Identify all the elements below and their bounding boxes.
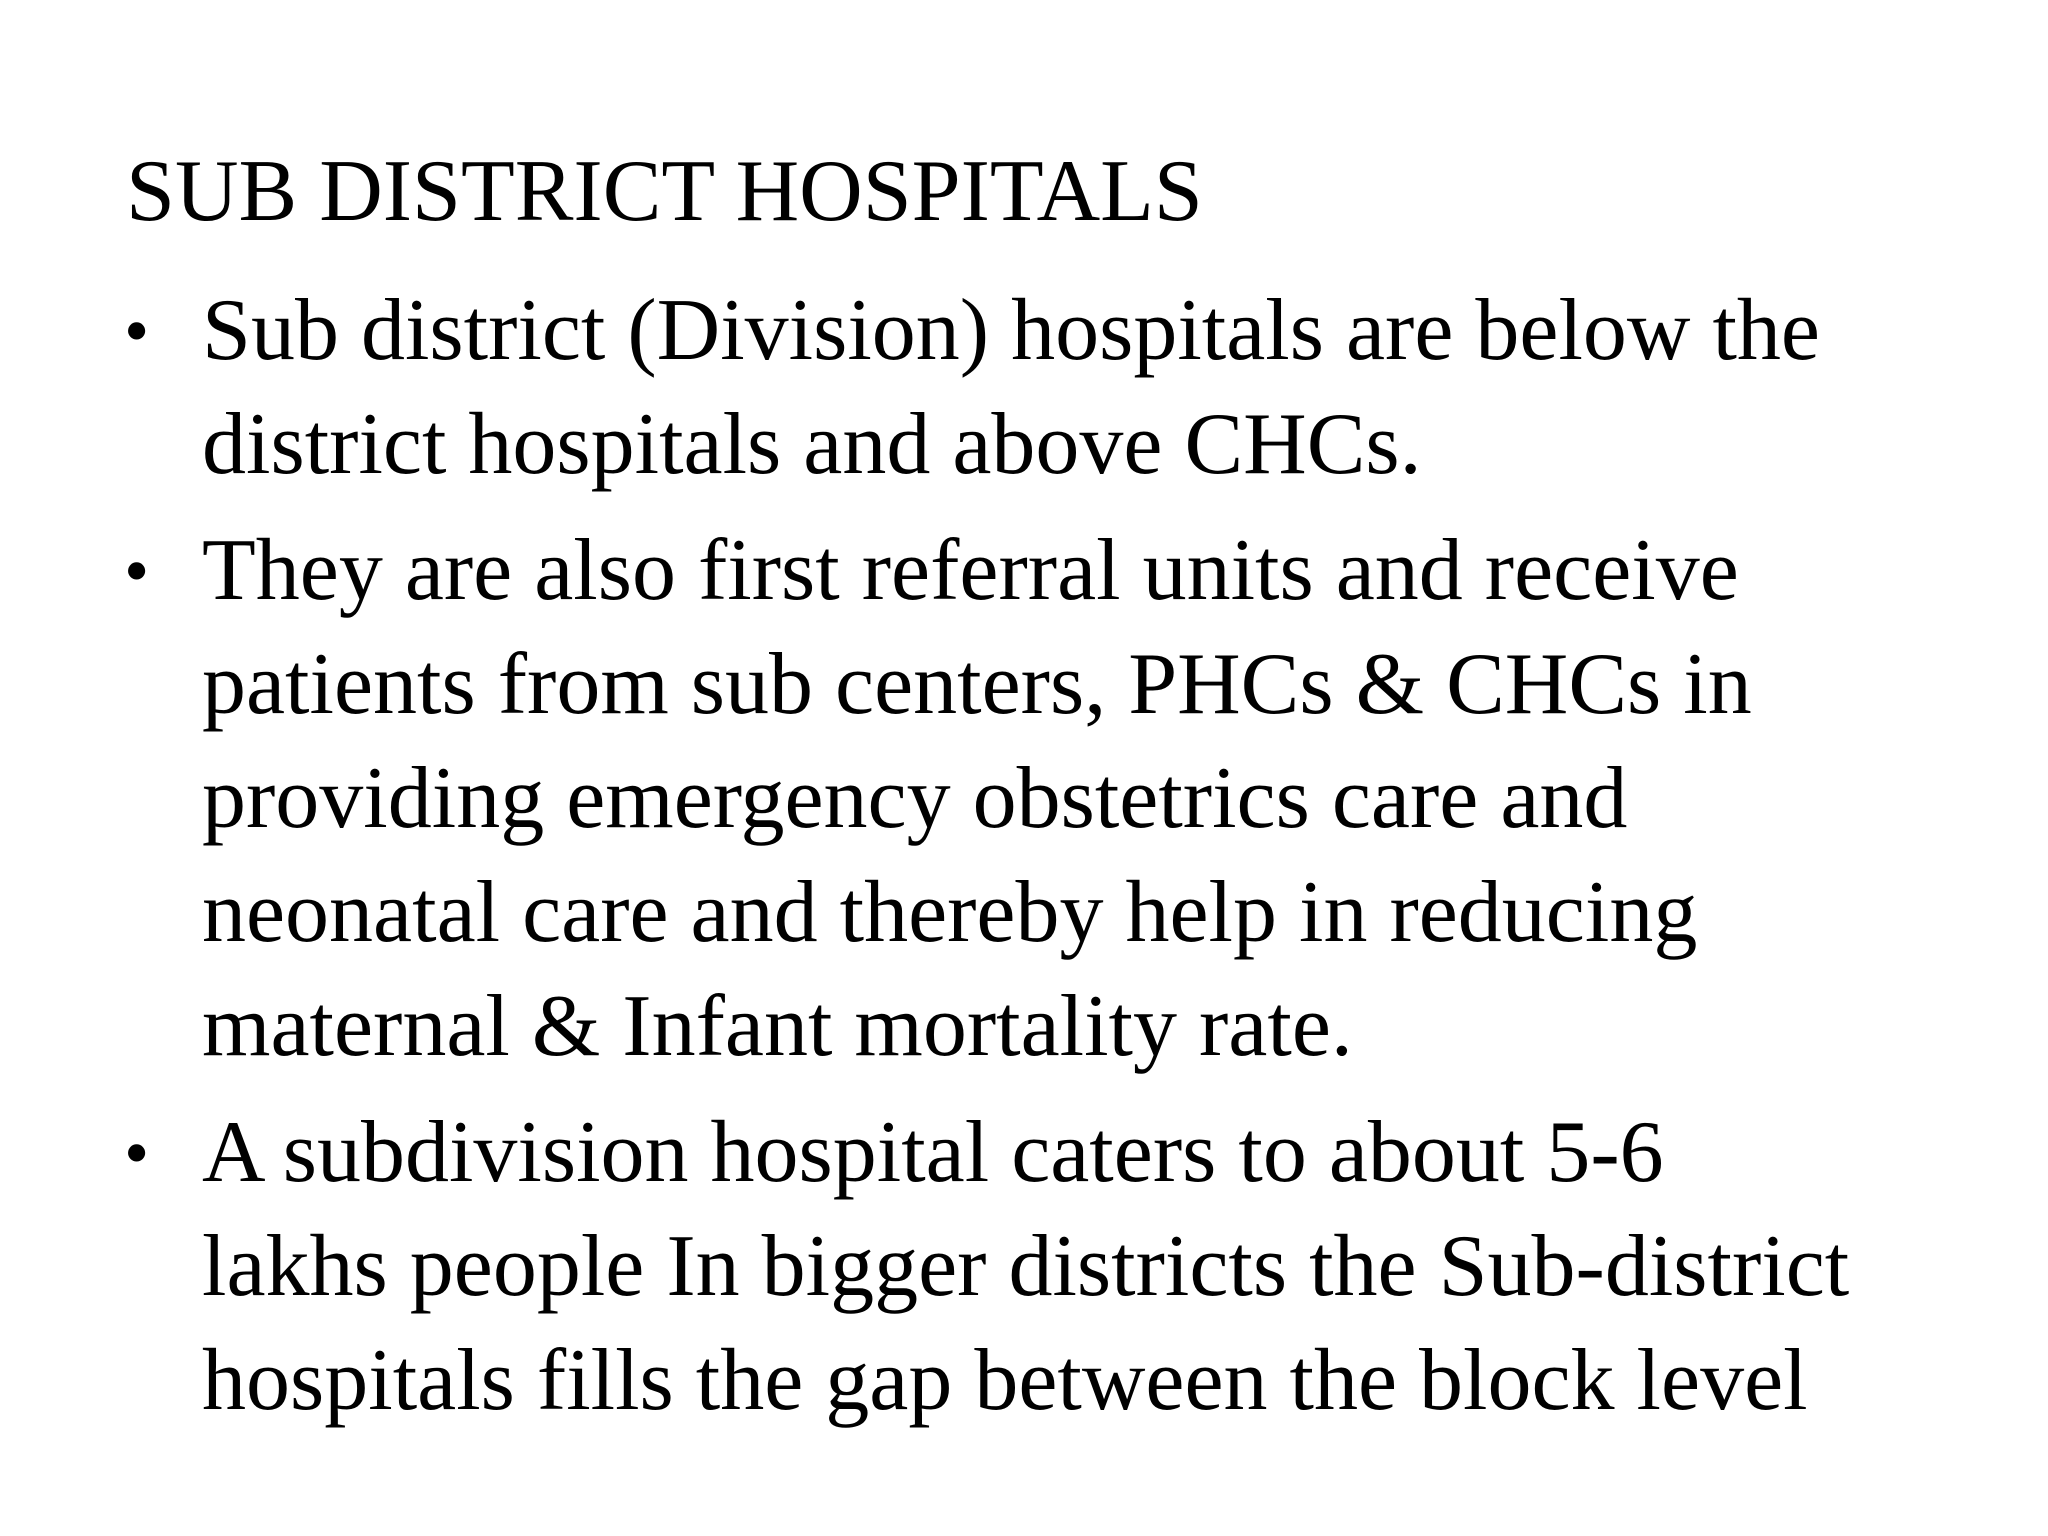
bullet-icon: • [124,1113,150,1193]
bullet-1-line-2: district hospitals and above CHCs. [202,396,1422,493]
bullet-list [124,274,1984,1438]
bullet-3-line-1: A subdivision hospital caters to about 5-6 [202,1104,1664,1201]
bullet-item-3 [124,1096,1984,1438]
bullet-item-2 [124,514,1984,1084]
bullet-icon: • [124,291,150,371]
slide-title: SUB DISTRICT HOSPITALS [126,143,1203,240]
bullet-2-line-5: maternal & Infant mortality rate. [202,978,1353,1075]
bullet-2-line-4: neonatal care and thereby help in reducing [202,864,1698,961]
bullet-2-line-2: patients from sub centers, PHCs & CHCs in [202,636,1752,733]
bullet-1-line-1: Sub district (Division) hospitals are below the [202,282,1820,379]
bullet-3-line-3: hospitals fills the gap between the block level [202,1332,1808,1429]
bullet-3-line-2: lakhs people In bigger districts the Sub-district [202,1218,1850,1315]
bullet-2-line-1: They are also first referral units and receive [202,522,1739,619]
bullet-icon: • [124,531,150,611]
bullet-item-1 [124,274,1984,502]
bullet-2-line-3: providing emergency obstetrics care and [202,750,1628,847]
